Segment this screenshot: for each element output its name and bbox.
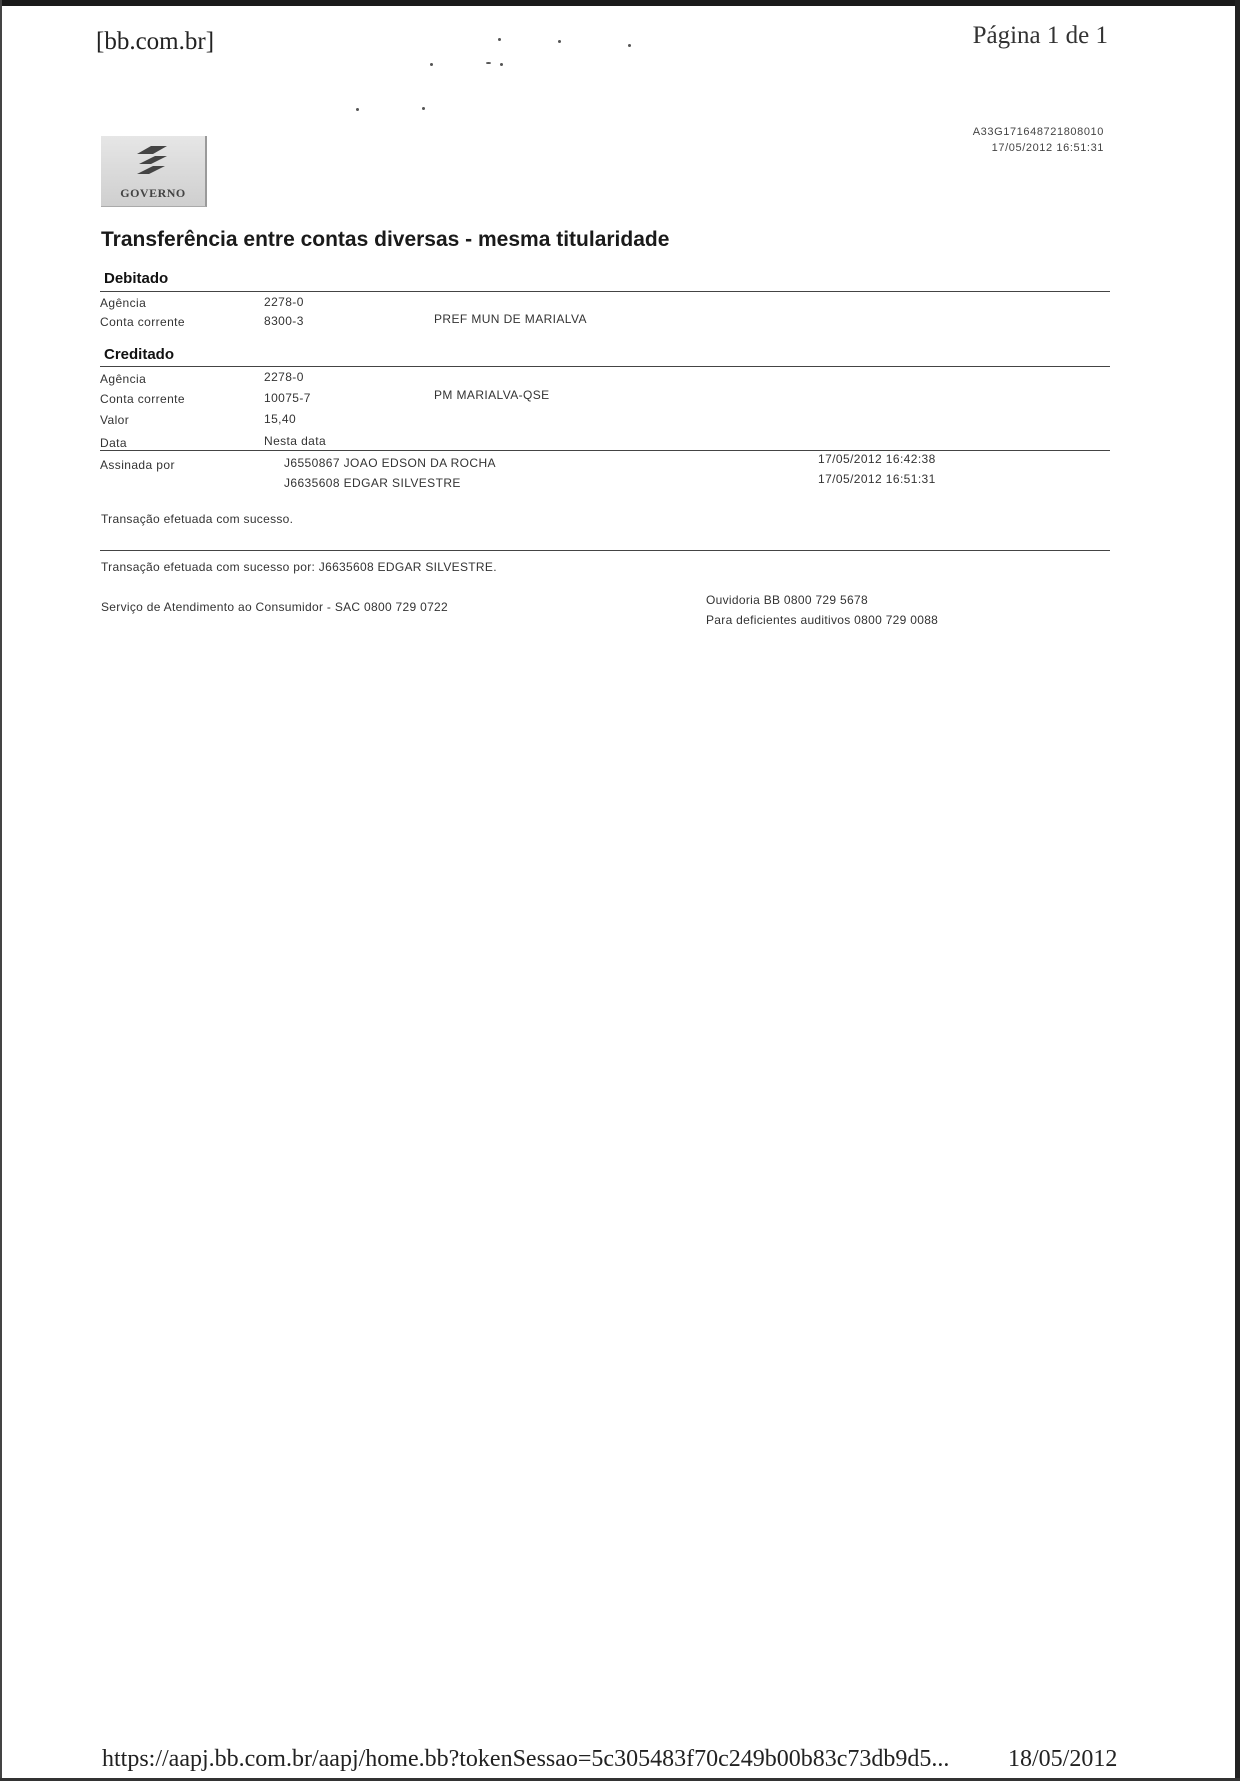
creditado-conta-value: 10075-7 xyxy=(264,391,311,405)
scan-speck xyxy=(498,38,501,41)
debitado-divider xyxy=(100,291,1110,292)
scan-edge-top xyxy=(0,0,1240,6)
data-label: Data xyxy=(100,436,127,450)
signer-datetime: 17/05/2012 16:42:38 xyxy=(818,452,936,466)
sac-contact: Serviço de Atendimento ao Consumidor - SAC 0800 729 0722 xyxy=(101,600,449,614)
creditado-agencia-label: Agência xyxy=(100,372,147,386)
bank-logo xyxy=(101,136,207,207)
page-title: Transferência entre contas diversas - mesma titularidade xyxy=(101,228,670,251)
creditado-divider xyxy=(100,366,1110,367)
creditado-conta-label: Conta corrente xyxy=(100,392,185,406)
scan-edge-right xyxy=(1235,0,1240,1781)
ouvidoria-contact: Ouvidoria BB 0800 729 5678 xyxy=(706,593,868,607)
scan-speck xyxy=(558,40,561,43)
scan-speck xyxy=(356,108,359,111)
debitado-conta-value: 8300-3 xyxy=(264,314,304,328)
scan-speck xyxy=(500,63,503,66)
debitado-titular: PREF MUN DE MARIALVA xyxy=(434,312,587,326)
debitado-agencia-label: Agência xyxy=(100,296,147,310)
scan-speck xyxy=(422,107,425,110)
debitado-heading: Debitado xyxy=(104,270,169,287)
data-value: Nesta data xyxy=(264,434,327,448)
scan-speck xyxy=(430,63,433,66)
scan-speck xyxy=(486,62,491,64)
footer-url: https://aapj.bb.com.br/aapj/home.bb?tokenSessao=5c305483f70c249b00b83c73db9d5... xyxy=(102,1746,950,1772)
status-message: Transação efetuada com sucesso. xyxy=(101,512,294,526)
authentication-code: A33G171648721808010 xyxy=(972,126,1104,138)
status-divider xyxy=(100,550,1110,551)
banco-do-brasil-logo-icon xyxy=(131,142,173,182)
signer-datetime: 17/05/2012 16:51:31 xyxy=(818,472,936,486)
creditado-heading: Creditado xyxy=(104,346,175,363)
logo-label: GOVERNO xyxy=(120,186,186,200)
creditado-agencia-value: 2278-0 xyxy=(264,370,304,384)
deficientes-contact: Para deficientes auditivos 0800 729 0088 xyxy=(706,613,939,627)
creditado-titular: PM MARIALVA-QSE xyxy=(434,388,550,402)
assinada-por-label: Assinada por xyxy=(100,458,175,472)
footer-date: 18/05/2012 xyxy=(1008,1746,1118,1772)
scan-edge-left xyxy=(0,0,2,1781)
authentication-datetime: 17/05/2012 16:51:31 xyxy=(991,142,1104,154)
page-indicator: Página 1 de 1 xyxy=(972,22,1108,49)
assinatura-divider xyxy=(100,450,1110,451)
debitado-conta-label: Conta corrente xyxy=(100,315,185,329)
signer-name: J6635608 EDGAR SILVESTRE xyxy=(284,476,461,490)
valor-value: 15,40 xyxy=(264,412,297,426)
status-by-message: Transação efetuada com sucesso por: J6635608 EDGAR SILVESTRE. xyxy=(101,560,497,574)
valor-label: Valor xyxy=(100,413,130,427)
signer-name: J6550867 JOAO EDSON DA ROCHA xyxy=(284,456,496,470)
debitado-agencia-value: 2278-0 xyxy=(264,295,304,309)
scan-speck xyxy=(628,44,631,47)
site-label: [bb.com.br] xyxy=(96,28,215,55)
